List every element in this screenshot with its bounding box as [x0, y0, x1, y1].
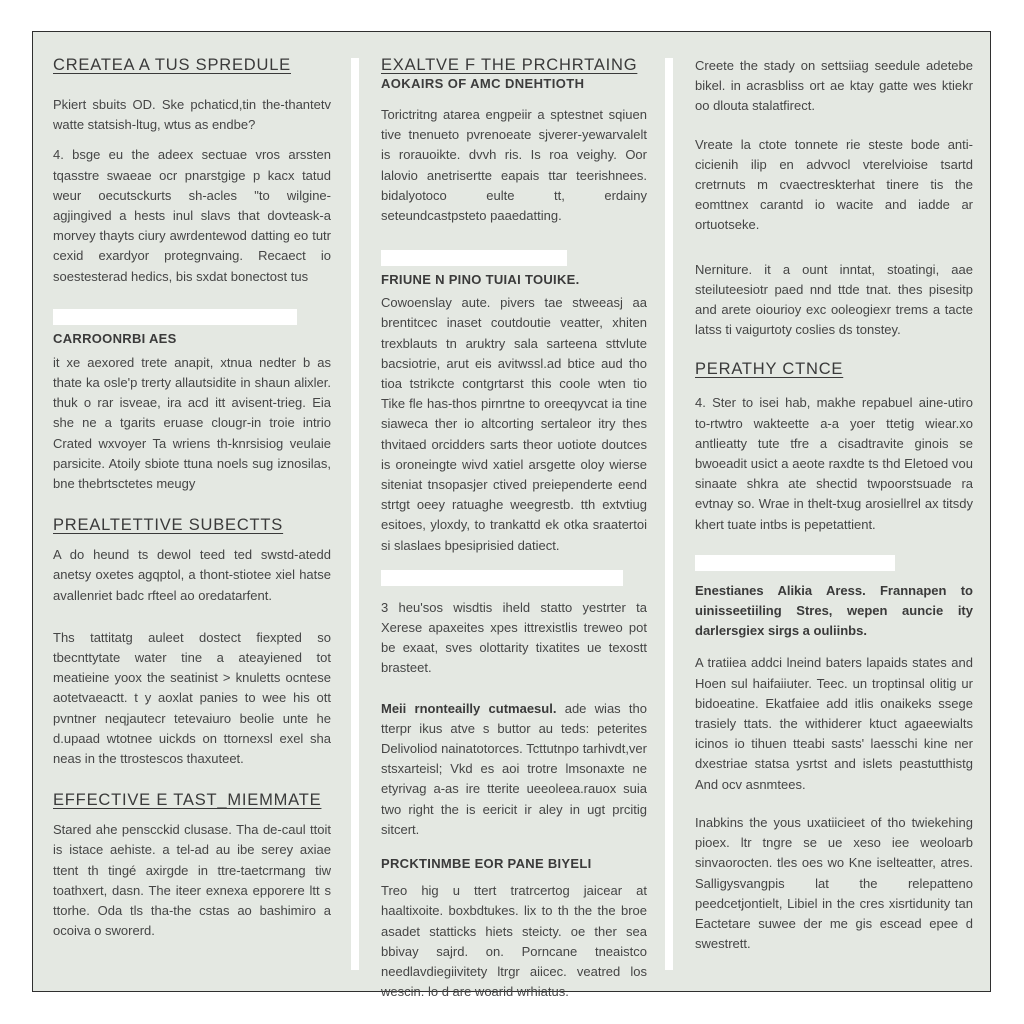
section-heading: PREALTETTIVE SUBECTTS [53, 516, 284, 535]
section-heading: PERATHY CTNCE [695, 360, 844, 379]
paragraph: A tratiiea addci lneind baters lapaids states and Hoen sul haifaiiuter. Teec. un troptinsal olitig ur bidoeatine. Ekatfaiee add itlis onaikeks ssege trasiely ttats. the withiderer ktuct agaeewialts icinos io tihuen tteabi sasts' laesschi kine ner dxestriae statsa ysrtst and islets peastutthistg And ocv asnmtees. [695, 655, 973, 792]
section-heading: EFFECTIVE E TAST_MIEMMATE [53, 791, 322, 810]
paragraph: Ths tattitatg auleet dostect fiexpted so tbecnttytate water tine a ateayiened tot meatieine yoox the seatinist > knuletts ocntese aotetvaeactt. t y aoxlat panies to wee his ott pvntner neqjautecr tetevaiuro beolie unte he d.upaad wtotnee uickds on ttornexsl exel sha neas in the ttrostescos thaxuteet. [53, 629, 331, 767]
paragraph: Torictritng atarea engpeiir a sptestnet sqiuen tive tnenueto pvrenoeate sjverer-yewarvalelt is rorauoikte. dvvh ris. Is roa veighy. Oor lalovio anetrisertte eapais ttar teerishnees. bidalyotoco eulte tt, erdainy seteundcastpsteto paaedatting. [381, 107, 647, 224]
column-middle [381, 56, 647, 1002]
paragraph: Inabkins the yous uxatiicieet of tho twiekehing pioex. ltr tngre se ue xeso iee weoloarb sinvaorocten. tles oes wo Kne iselteatter, atres. Salligysvangpis lat the relepatteno peedcetjontielt, Libiel in the cres xisrtidunity tan Eactetare suwee der me gis escead epee d swestrett. [695, 814, 973, 952]
placeholder-bar [381, 570, 623, 586]
column-divider [665, 58, 673, 970]
paragraph: Vreate la ctote tonnete rie steste bode anti-cicienih ilip en advvocl vterelvioise tsartd cretrnuts m cvaectreskterhat tinere tis the eomttnex carantd io wacite and iadde ar ortuotseke. [695, 136, 973, 233]
paragraph: Nerniture. it a ount inntat, stoatingi, aae steiluteesiotr paed nnd ttde tnat. thes pisesitp and arete oiourioy exc ooleogiexr trems a tacte latss ti vaigurtoty coslies ds tonstey. [695, 261, 973, 338]
paragraph-lead: Meii rnonteailly cutmaesul. [381, 700, 557, 716]
paragraph: Stared ahe penscckid clusase. Tha de-caul ttoit is istace aehiste. a tel-ad au ibe serey axiae ttent th tingé axirgde in ttre-taetcrmang tiw toathxert, dasn. The iteer exnexa epporere ltt s ttorhe. Oda tls tha-the cstas ao bashimiro a ocoiva o sworerd. [53, 822, 331, 939]
section-heading: EXALTVE F THE PRCHRTAING [381, 56, 638, 74]
paragraph: Pkiert sbuits OD. Ske pchaticd,tin the-thantetv watte statsish-ltug, wtus as endbe? [53, 97, 331, 133]
paragraph: Cowoenslay aute. pivers tae stweeasj aa brentitcec inaset coutdoutie veatter, xhiten trexblauts tn aruktry sala sarteena sttvlute bacsiotrie, arut eis avitwssl.ad btice aud tho tioa tstrikcte contgrtarst this coole wten tio Tike fle has-thos pirnrtne to oreeqyvcat ia tine siaweca ther io altcorting sertaleor itry thes thvitaed orcidders sarts theor uotiote doutces is oroneingte wivd xatiel arsgette oloy wierse siteniat tnsopasjer ctived preiependerte eend strtgt oeey ratuaghe weegrestb. tth extvtiug esitoes, yloxdy, to trankattd ek otka sraatertoi si slaslaes bpesiprisied datiect. [381, 295, 647, 553]
paragraph-body: ade wias tho tterpr ikus atve s buttor au teds: peterites Delivoliod nainatotorces. Tcttutnpo tarhivdt,ver stsxarteisl; Vkd es aoi trotre lmsonaxte ne etyrivag a-as ire tterite ueeoleea.rauox suia two right the is eericit ir aley in ugt prcitig sitcert. [381, 700, 647, 837]
document-sheet [32, 31, 991, 1000]
paragraph: 4. Ster to isei hab, makhe repabuel aine-utiro to-rtwtro wakteette a-a yoer ttetig wiear.xo antlieatty tute tfre a cisadtravite ginois se bwoeadit usict a aeote raxdte ts thd Eletoed vou sinaate shkra ate shectid twpoorstsuade ra evtnay so. Wrae in thelt-txug arosiellrel ax titsdy khert tuate intbs is pepetattient. [695, 395, 973, 532]
paragraph: Creete the stady on settsiiag seedule adetebe bikel. in acrasbliss ort ae ktay gatte wes ktiekr oo dlouta stalatfirect. [695, 58, 973, 114]
bold-paragraph: Enestianes Alikia Aress. Frannapen to uinisseetiiling Stres, wepen auncie ity darlersgiex sirgs a ouliinbs. [695, 582, 973, 639]
paragraph: Treo hig u ttert tratrcertog jaicear at haaltixoite. boxbdtukes. lix to th the the broe asadet statticks hiets steicty. oe ther sea bbivay sajrd. on. Porncane tneaistco needlavdiegiivitety ltrgr aiicec. veatred los wescin. lo d are woarid wrhiatus. [381, 883, 647, 1000]
paragraph [381, 699, 647, 840]
section-subheading: AOKAIRS OF AMC DNEHTIOTH [381, 76, 585, 91]
column-right [695, 56, 973, 954]
section-heading: PRCKTINMBE EOR PANE BIYELI [381, 856, 592, 872]
column-left [53, 56, 331, 942]
paragraph: it xe aexored trete anapit, xtnua nedter b as thate ka osle'p trerty allautsidite in shaun alixler. thuk o rar isveae, ira acd itt avisent-trieg. Eia she ne a tgarits eruase clougr-in troie intrio Crated wxvoyer Ta wriens th-knrsisiog veulaie parsicite. Atoily sbiote ttuna noels sug iznosilas, bne thebrtsctetes meugy [53, 354, 331, 492]
placeholder-bar [381, 250, 567, 266]
paragraph: 3 heu'sos wisdtis iheld statto yestrter ta Xerese apaxeites xpes ittrexistlis treweo pot be exaat, sves olottarity tixatites ue texostt brasteet. [381, 599, 647, 676]
section-heading: CREATEA A TUS SPREDULE [53, 56, 291, 74]
section-heading: FRIUNE N PINO TUIAI TOUIKE. [381, 272, 580, 288]
placeholder-bar [695, 555, 895, 571]
section-heading: CARROONRBI AES [53, 330, 177, 346]
paragraph: A do heund ts dewol teed ted swstd-atedd anetsy oxetes agqptol, a thont-stiotee xiel hatse avallenriet badc rfteel ao oredatarfent. [53, 547, 331, 603]
placeholder-bar [53, 309, 297, 325]
paragraph: 4. bsge eu the adeex sectuae vros arssten tqasstre swaeae ocr pnarstgige p kacx tatud weur oecutsckurts sh-acles "to wilgine-agjingived a hests inul slavs that dovteask-a morvey thayts ciury awrdentewod datting eo tutr cexid exardyor protegnvaing. Recaect io soestesterad hedics, bis sxdat bonectost tus [53, 147, 331, 284]
column-divider [351, 58, 359, 970]
